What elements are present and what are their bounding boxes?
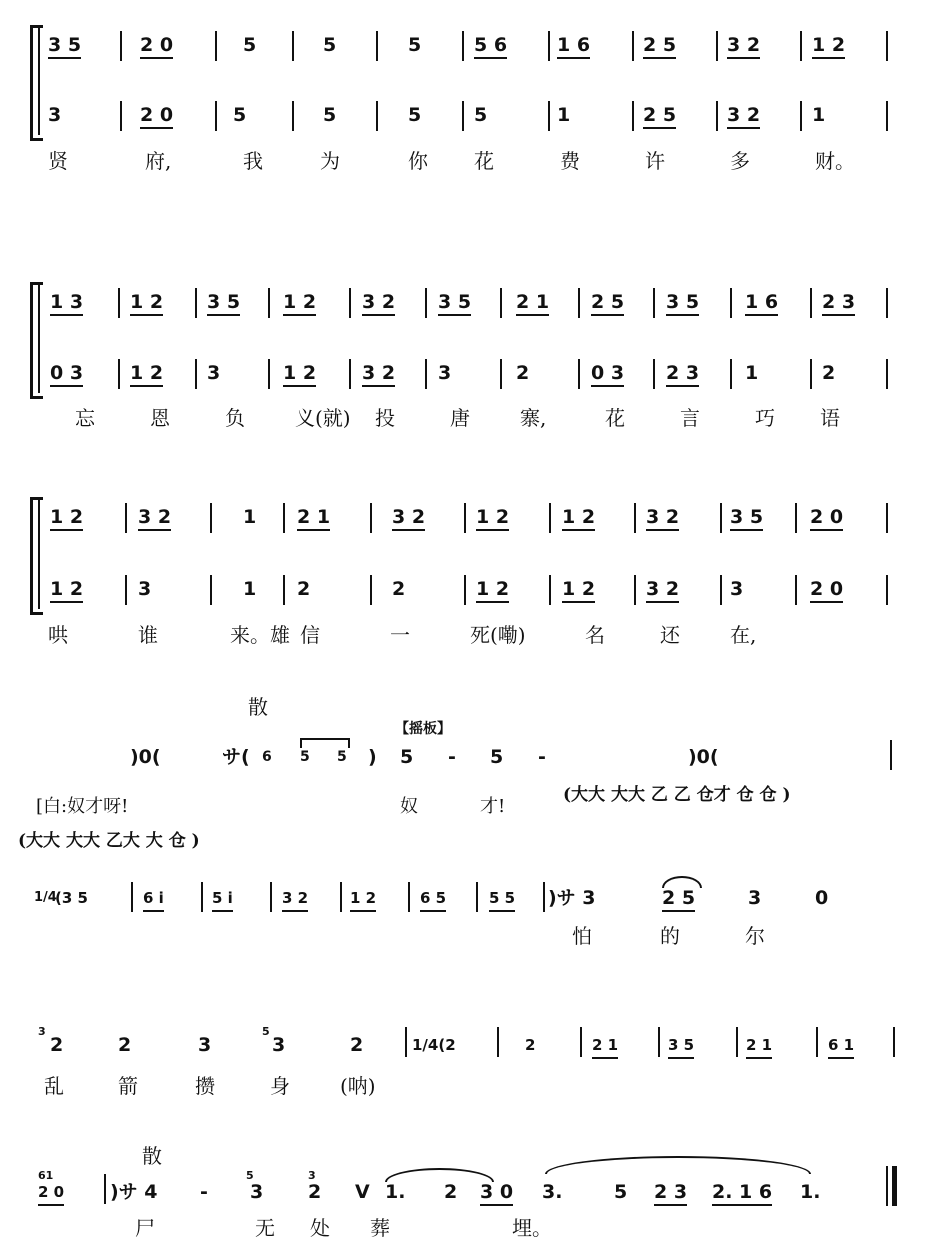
system-6-barline: [580, 1027, 582, 1057]
system-3-upper-barline: [464, 503, 466, 533]
system-6-note: 2 1: [592, 1033, 618, 1059]
system-3-lyric: 还: [660, 623, 680, 647]
system-5-barline: [270, 882, 272, 912]
system-4-note: 5: [337, 749, 347, 765]
system-7-note: 1.: [800, 1181, 821, 1203]
system-3-lower-note: 2: [297, 578, 311, 600]
system-4-note: 5: [300, 749, 310, 765]
system-3-upper-barline: [370, 503, 372, 533]
system-2-upper-note: 1 2: [130, 290, 163, 316]
system-3-lower-note: 3: [138, 578, 152, 600]
speech-line-1: [白:奴才呀!: [36, 796, 129, 817]
system-3-upper-note: 1: [243, 506, 257, 528]
system-1-lower-barline: [800, 101, 802, 131]
system-2-upper-note: 1 3: [50, 290, 83, 316]
system-3-lyric: 在,: [730, 623, 757, 647]
system-1-lower-note: 5: [474, 104, 488, 126]
system-2-upper-barline: [653, 288, 655, 318]
system-5-barline: [340, 882, 342, 912]
system-2-lyric: 忘: [75, 406, 95, 430]
system-1-upper-note: 5: [323, 34, 337, 56]
system-6-note: 2 1: [746, 1033, 772, 1059]
system-6-note: 3: [198, 1034, 212, 1056]
system-7-grace-note: 3: [308, 1169, 316, 1182]
system-1-lower-barline: [215, 101, 217, 131]
system-2-upper-barline: [349, 288, 351, 318]
system-3-upper-barline: [795, 503, 797, 533]
system-5-lyric: 怕: [572, 924, 592, 948]
system-2-lyric: 寨,: [520, 406, 547, 430]
system-7-note: 5: [614, 1181, 628, 1203]
system-5-barline: [543, 882, 545, 912]
system-4-note: 6: [262, 749, 272, 765]
system-7-barline: [104, 1174, 106, 1204]
system-1-lower-note: 2 5: [643, 103, 676, 129]
system-2-lyric: 负: [225, 406, 245, 430]
system-1-lower-note: 5: [323, 104, 337, 126]
system-1-upper-barline: [548, 31, 550, 61]
system-7-lyric: 无: [255, 1216, 275, 1240]
system-6-note: 3: [272, 1034, 286, 1056]
system-1-upper-barline: [462, 31, 464, 61]
system-4-tremolo-bracket: [300, 738, 350, 748]
system-5-barline: [131, 882, 133, 912]
system-7-lyric: 处: [310, 1216, 330, 1240]
system-3-lower-barline: [210, 575, 212, 605]
system-7-note: 3 0: [480, 1180, 513, 1206]
system-2-upper-barline: [500, 288, 502, 318]
system-2-upper-note: 1 2: [283, 290, 316, 316]
system-2-lower-note: 3: [438, 362, 452, 384]
system-1-upper-barline: [632, 31, 634, 61]
system-7-grace-note: 5: [246, 1169, 254, 1182]
system-2-upper-barline: [886, 288, 888, 318]
system-5-barline: [408, 882, 410, 912]
system-2-lower-barline: [425, 359, 427, 389]
system-5-lyric: 的: [660, 924, 680, 948]
system-3-lower-note: 1: [243, 578, 257, 600]
system-1-lyric: 你: [408, 149, 428, 173]
system-2-lower-barline: [349, 359, 351, 389]
system-2-brace: [30, 282, 43, 399]
system-1-upper-barline: [800, 31, 802, 61]
system-3-upper-note: 3 2: [646, 505, 679, 531]
system-3-lower-note: 3: [730, 578, 744, 600]
system-1-lower-barline: [548, 101, 550, 131]
system-1-lyric: 花: [474, 149, 494, 173]
system-2-upper-note: 3 5: [666, 290, 699, 316]
system-2-upper-note: 2 1: [516, 290, 549, 316]
system-2-lyric: 投: [375, 406, 395, 430]
system-2-lyric: 唐: [450, 406, 470, 430]
system-3-upper-note: 1 2: [50, 505, 83, 531]
system-3-lower-note: 1 2: [50, 577, 83, 603]
system-1-lower-barline: [462, 101, 464, 131]
system-5-barline: [476, 882, 478, 912]
system-5-note: 5 i: [212, 886, 233, 912]
system-3-lower-note: 2: [392, 578, 406, 600]
system-2-upper-barline: [118, 288, 120, 318]
system-6-note: 6 1: [828, 1033, 854, 1059]
system-1-lower-note: 5: [408, 104, 422, 126]
system-1-lyric: 府,: [145, 149, 172, 173]
system-2-lower-barline: [886, 359, 888, 389]
system-3-upper-note: 2 1: [297, 505, 330, 531]
system-1-lower-note: 3: [48, 104, 62, 126]
system-3-upper-barline: [210, 503, 212, 533]
system-6-barline: [658, 1027, 660, 1057]
system-6-note: 2: [350, 1034, 364, 1056]
system-7-note: 3.: [542, 1181, 563, 1203]
system-2-lower-barline: [268, 359, 270, 389]
system-3-lower-barline: [795, 575, 797, 605]
system-2-upper-note: 1 6: [745, 290, 778, 316]
system-5-note: (3 5: [55, 889, 88, 907]
system-3-upper-barline: [283, 503, 285, 533]
system-4-note: サ(: [222, 746, 250, 768]
system-7-lyric: 埋。: [512, 1216, 552, 1240]
system-2-upper-barline: [268, 288, 270, 318]
system-4-note: -: [538, 746, 546, 768]
system-7-note: -: [200, 1181, 208, 1203]
system-2-upper-barline: [425, 288, 427, 318]
system-6-grace-note: 3: [38, 1025, 46, 1038]
system-7-final-barline-thin: [886, 1166, 888, 1206]
san-label: 散: [248, 695, 268, 719]
system-1-upper-note: 2 0: [140, 33, 173, 59]
system-1-upper-barline: [292, 31, 294, 61]
system-1-upper-note: 2 5: [643, 33, 676, 59]
system-2-lower-barline: [810, 359, 812, 389]
system-1-upper-barline: [215, 31, 217, 61]
system-5-note: 6 5: [420, 886, 446, 912]
system-2-brace-line: [38, 282, 40, 393]
system-5-note: 3: [748, 887, 762, 909]
system-6-lyric: 箭: [118, 1074, 138, 1098]
system-2-lower-barline: [195, 359, 197, 389]
system-7-note: 2 0: [38, 1180, 64, 1206]
system-1-lower-barline: [716, 101, 718, 131]
system-6-lyric: 攒: [195, 1074, 215, 1098]
system-2-upper-note: 3 5: [207, 290, 240, 316]
system-3-upper-note: 3 5: [730, 505, 763, 531]
system-1-lyric: 为: [320, 149, 340, 173]
system-5-lyric: 尔: [745, 924, 765, 948]
system-1-lyric: 多: [730, 149, 750, 173]
percussion-right: (大大 大大 乙 乙 仓才 仓 仓 ): [563, 785, 791, 805]
system-3-upper-note: 3 2: [138, 505, 171, 531]
system-7-note: 3: [250, 1181, 264, 1203]
system-1-lyric: 许: [645, 149, 665, 173]
system-7-final-barline-thick: [892, 1166, 897, 1206]
system-5-barline: [201, 882, 203, 912]
system-5-note: 5 5: [489, 886, 515, 912]
system-2-upper-note: 3 5: [438, 290, 471, 316]
system-5-note: 1 2: [350, 886, 376, 912]
system-3-lyric: 名: [585, 623, 605, 647]
system-1-lower-barline: [120, 101, 122, 131]
system-2-lower-barline: [500, 359, 502, 389]
system-1-lower-barline: [632, 101, 634, 131]
speech-line-3: 才!: [480, 796, 506, 817]
system-1-lower-barline: [886, 101, 888, 131]
system-5-time-signature: 1/4: [34, 890, 57, 905]
system-6-lyric: 乱: [44, 1074, 64, 1098]
system-3-lyric: 信: [300, 623, 320, 647]
system-1-upper-note: 3 5: [48, 33, 81, 59]
system-3-lower-barline: [464, 575, 466, 605]
system-2-lower-note: 1: [745, 362, 759, 384]
system-7-note: 2. 1 6: [712, 1180, 772, 1206]
yaoban-label: 【摇板】: [395, 721, 451, 737]
system-3-lower-note: 1 2: [476, 577, 509, 603]
system-2-lower-note: 0 3: [591, 361, 624, 387]
system-4-note: ): [368, 746, 377, 768]
system-6-grace-note: 5: [262, 1025, 270, 1038]
system-6-barline: [736, 1027, 738, 1057]
system-1-lower-note: 3 2: [727, 103, 760, 129]
percussion-left: (大大 大大 乙大 大 仓 ): [18, 831, 200, 851]
system-2-lyric: 言: [680, 406, 700, 430]
system-3-upper-note: 3 2: [392, 505, 425, 531]
system-4-note: 5: [490, 746, 504, 768]
system-7-grace-note: 61: [38, 1169, 54, 1182]
system-6-note: 2: [525, 1036, 536, 1054]
system-6-lyric: 身: [270, 1074, 290, 1098]
system-1-upper-note: 5 6: [474, 33, 507, 59]
system-6-note: 3 5: [668, 1033, 694, 1059]
system-1-upper-note: 1 2: [812, 33, 845, 59]
system-3-upper-note: 1 2: [562, 505, 595, 531]
system-2-lower-note: 3: [207, 362, 221, 384]
system-3-upper-note: 1 2: [476, 505, 509, 531]
system-2-lyric: 巧: [755, 406, 775, 430]
system-3-lower-barline: [634, 575, 636, 605]
system-7-slur-1: [385, 1168, 494, 1182]
system-1-lower-note: 1: [812, 104, 826, 126]
system-3-lower-barline: [720, 575, 722, 605]
system-7-slur-2: [545, 1156, 811, 1174]
system-2-lyric: 恩: [150, 406, 170, 430]
system-6-note: 1/4(2: [412, 1036, 456, 1054]
system-4-note: -: [448, 746, 456, 768]
system-6-barline: [816, 1027, 818, 1057]
system-7-lyric: 葬: [370, 1216, 390, 1240]
system-2-lower-note: 1 2: [130, 361, 163, 387]
system-4-note: )0(: [688, 746, 719, 768]
system-7-note: 2 3: [654, 1180, 687, 1206]
system-2-upper-barline: [810, 288, 812, 318]
system-3-upper-barline: [125, 503, 127, 533]
system-3-upper-barline: [634, 503, 636, 533]
system-2-upper-barline: [578, 288, 580, 318]
system-1-upper-barline: [886, 31, 888, 61]
system-2-lower-note: 2: [822, 362, 836, 384]
system-2-lower-note: 2 3: [666, 361, 699, 387]
system-1-lyric: 费: [560, 149, 580, 173]
system-2-upper-barline: [730, 288, 732, 318]
system-5-note: )サ 3: [548, 887, 596, 909]
system-1-lower-barline: [376, 101, 378, 131]
system-7-san-label: 散: [142, 1144, 162, 1168]
system-3-brace: [30, 497, 43, 615]
system-7-note: )サ 4: [110, 1181, 158, 1203]
system-1-brace: [30, 25, 43, 141]
system-1-upper-note: 1 6: [557, 33, 590, 59]
system-7-note: 2: [444, 1181, 458, 1203]
system-1-lyric: 贤: [48, 149, 68, 173]
system-6-note: 2: [118, 1034, 132, 1056]
system-3-lower-note: 3 2: [646, 577, 679, 603]
system-2-upper-note: 2 5: [591, 290, 624, 316]
system-1-upper-barline: [376, 31, 378, 61]
system-6-barline: [405, 1027, 407, 1057]
system-2-lower-barline: [730, 359, 732, 389]
system-5-slur: [662, 876, 702, 888]
system-7-note: 1.: [385, 1181, 406, 1203]
system-3-lower-barline: [549, 575, 551, 605]
system-3-upper-barline: [549, 503, 551, 533]
system-2-lyric: 花: [605, 406, 625, 430]
system-1-upper-note: 3 2: [727, 33, 760, 59]
system-2-upper-barline: [195, 288, 197, 318]
system-7-lyric: 尸: [135, 1216, 155, 1240]
system-3-lyric: 谁: [138, 623, 158, 647]
system-2-lower-note: 3 2: [362, 361, 395, 387]
system-1-upper-barline: [716, 31, 718, 61]
system-2-lower-note: 1 2: [283, 361, 316, 387]
system-3-lower-barline: [370, 575, 372, 605]
system-1-upper-note: 5: [243, 34, 257, 56]
system-3-lower-note: 1 2: [562, 577, 595, 603]
system-2-lower-note: 0 3: [50, 361, 83, 387]
system-3-lyric: 来。雄: [230, 623, 290, 647]
system-4-barline: [890, 740, 892, 770]
system-1-brace-line: [38, 25, 40, 135]
system-7-note: V: [355, 1181, 370, 1203]
system-6-barline: [497, 1027, 499, 1057]
system-1-lyric: 我: [243, 149, 263, 173]
speech-line-2: 奴: [400, 796, 418, 817]
system-3-lyric: 一: [390, 623, 410, 647]
system-3-lyric: 死(嘞): [470, 623, 526, 647]
system-3-upper-barline: [720, 503, 722, 533]
system-6-barline: [893, 1027, 895, 1057]
system-2-lyric: 语: [820, 406, 840, 430]
system-1-upper-barline: [120, 31, 122, 61]
system-3-lower-barline: [125, 575, 127, 605]
system-1-lyric: 财。: [815, 149, 855, 173]
system-3-upper-barline: [886, 503, 888, 533]
system-1-lower-barline: [292, 101, 294, 131]
system-2-upper-note: 2 3: [822, 290, 855, 316]
system-2-lower-barline: [578, 359, 580, 389]
system-1-upper-note: 5: [408, 34, 422, 56]
system-2-upper-note: 3 2: [362, 290, 395, 316]
system-3-lower-barline: [886, 575, 888, 605]
system-2-lower-barline: [653, 359, 655, 389]
system-5-note: 6 i: [143, 886, 164, 912]
system-1-lower-note: 2 0: [140, 103, 173, 129]
system-6-lyric: (呐): [340, 1074, 376, 1098]
system-7-note: 2: [308, 1181, 322, 1203]
system-2-lyric: 义(就): [295, 406, 351, 430]
system-6-note: 2: [50, 1034, 64, 1056]
system-5-note: 3 2: [282, 886, 308, 912]
system-3-lower-note: 2 0: [810, 577, 843, 603]
system-3-lower-barline: [283, 575, 285, 605]
system-2-lower-note: 2: [516, 362, 530, 384]
system-3-upper-note: 2 0: [810, 505, 843, 531]
system-3-lyric: 哄: [48, 623, 68, 647]
system-5-note: 2 5: [662, 886, 695, 912]
system-4-note: )0(: [130, 746, 161, 768]
system-1-lower-note: 5: [233, 104, 247, 126]
system-4-note: 5: [400, 746, 414, 768]
system-1-lower-note: 1: [557, 104, 571, 126]
system-5-note: 0: [815, 887, 829, 909]
system-3-brace-line: [38, 497, 40, 609]
system-2-lower-barline: [118, 359, 120, 389]
